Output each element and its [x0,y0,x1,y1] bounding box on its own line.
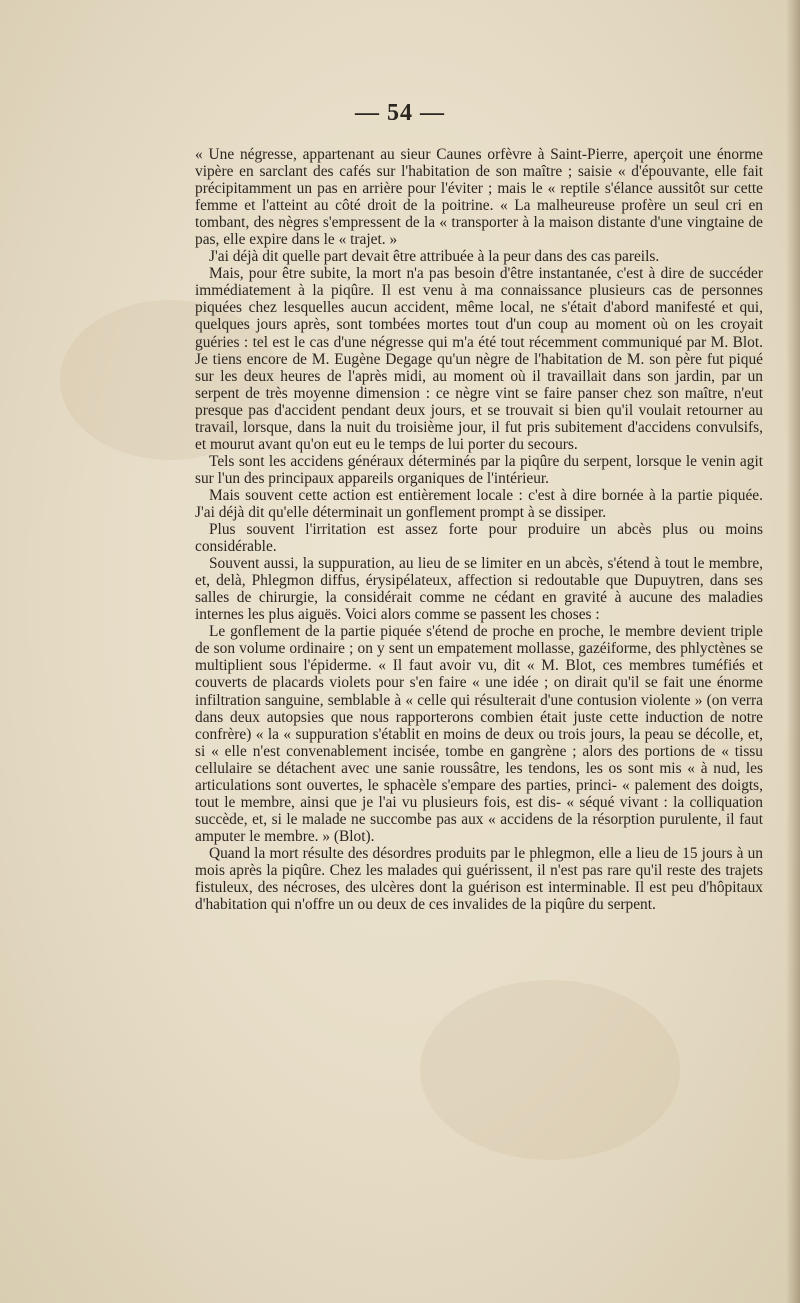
paragraph: Plus souvent l'irritation est assez forte pour produire un abcès plus ou moins considérable. [195,521,763,556]
paragraph: Tels sont les accidens généraux déterminés par la piqûre du serpent, lorsque le venin agit sur l'un des principaux appareils organiques de l'intérieur. [195,452,763,487]
body-text [195,146,763,913]
paragraph: Mais, pour être subite, la mort n'a pas besoin d'être instantanée, c'est à dire de succéder immédiatement à la piqûre. Il est venu à ma connaissance plusieurs cas de personnes piquées chez lesquelles aucun accident, même local, ne s'était d'abord manifesté et qui, quelques jours après, sont tombées mortes tout d'un coup au moment où on les croyait guéries : tel est le cas d'une négresse qui m'a été tout récemment communiqué par M. Blot. Je tiens encore de M. Eugène Degage qu'un nègre de l'habitation de M. son père fut piqué sur les deux heures de l'après midi, au moment où il travaillait dans son jardin, par un serpent de très moyenne dimension : ce nègre vint se faire panser chez son maître, n'eut presque pas d'accident pendant deux jours, et se trouvait si bien qu'il voulait retourner au travail, lorsque, dans la nuit du troisième jour, il fut pris subitement d'accidens convulsifs, et mourut avant qu'on eut eu le temps de lui porter du secours. [195,265,763,453]
paragraph: Le gonflement de la partie piquée s'étend de proche en proche, le membre devient triple de son volume ordinaire ; on y sent un empatement mollasse, gazéiforme, des phlyctènes se multiplient sous l'épiderme. « Il faut avoir vu, dit « M. Blot, ces membres tuméfiés et couverts de placards violets pour s'en faire « une idée ; on dirait qu'il se fait une énorme infiltration sanguine, semblable à « celle qui résulterait d'une contusion violente » (on verra dans deux autopsies que nous rapporterons combien était juste cette induction de notre confrère) « la « suppuration s'établit en moins de deux ou trois jours, la peau se décolle, et, si « elle n'est convenablement incisée, tombe en gangrène ; alors des portions de « tissu cellulaire se détachent avec une sanie roussâtre, les tendons, les os sont mis « à nud, les articulations sont ouvertes, le sphacèle s'empare des parties, princi- « palement des doigts, tout le membre, ainsi que je l'ai vu plusieurs fois, est dis- « séqué vivant : la colliquation succède, et, si le malade ne succombe pas aux « accidens de la résorption purulente, il faut amputer le membre. » (Blot). [195,623,763,845]
paragraph: Souvent aussi, la suppuration, au lieu de se limiter en un abcès, s'étend à tout le membre, et, delà, Phlegmon diffus, érysipélateux, affection si redoutable que Dupuytren, dans ses salles de chirurgie, la considérait comme ne cédant en gravité à aucune des maladies internes les plus aiguës. Voici alors comme se passent les choses : [195,555,763,624]
paper-stain [420,980,680,1160]
page-number: — 54 — [355,100,445,126]
paragraph: Mais souvent cette action est entièrement locale : c'est à dire bornée à la partie piquée. J'ai déjà dit qu'elle déterminait un gonflement prompt à se dissiper. [195,486,763,521]
paragraph: « Une négresse, appartenant au sieur Caunes orfèvre à Saint-Pierre, aperçoit une énorme vipère en sarclant des cafés sur l'habitation de son maître ; saisie « d'épouvante, elle fait précipitamment un pas en arrière pour l'éviter ; mais le « reptile s'élance aussitôt sur cette femme et l'atteint au côté droit de la poitrine. « La malheureuse profère un seul cri en tombant, des nègres s'empressent de la « transporter à la maison distante d'une vingtaine de pas, elle expire dans le « trajet. » [195,146,763,249]
page-edge-shadow [786,0,800,1303]
paragraph: Quand la mort résulte des désordres produits par le phlegmon, elle a lieu de 15 jours à un mois après la piqûre. Chez les malades qui guérissent, il n'est pas rare qu'il reste des trajets fistuleux, des nécroses, des ulcères dont la guérison est interminable. Il est peu d'hôpitaux d'habitation qui n'offre un ou deux de ces invalides de la piqûre du serpent. [195,844,763,914]
paragraph: J'ai déjà dit quelle part devait être attribuée à la peur dans des cas pareils. [209,248,660,266]
